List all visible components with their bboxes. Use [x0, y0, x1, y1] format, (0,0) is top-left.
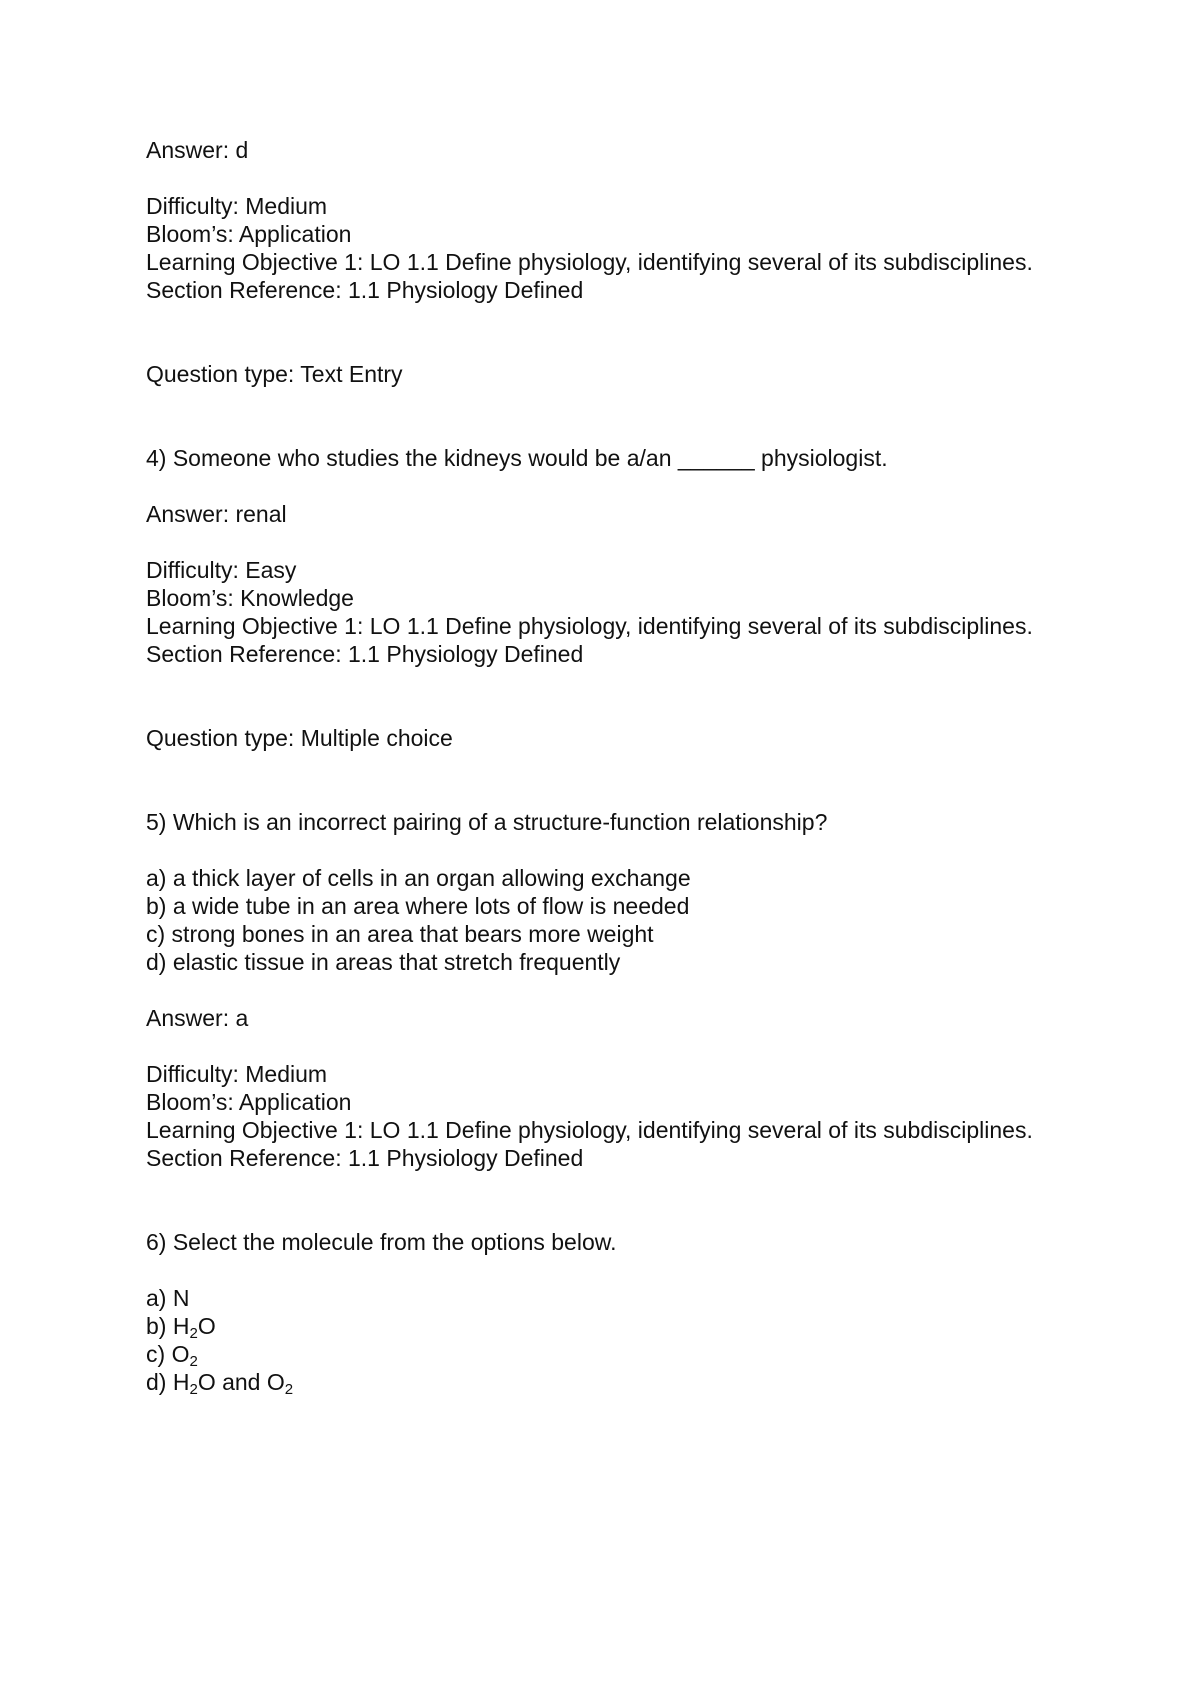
objective-4: Learning Objective 1: LO 1.1 Define physiology, identifying several of its subdisciplines.: [146, 613, 1033, 639]
answer-5: Answer: a: [146, 1005, 249, 1031]
question-type-4: Question type: Text Entry: [146, 361, 403, 387]
question-5: 5) Which is an incorrect pairing of a structure-function relationship?: [146, 809, 828, 835]
option-5d: d) elastic tissue in areas that stretch frequently: [146, 949, 621, 975]
section-4: Section Reference: 1.1 Physiology Defined: [146, 641, 584, 667]
option-6c: [146, 1340, 1086, 1368]
option-prefix: b): [146, 1313, 173, 1339]
question-6: 6) Select the molecule from the options below.: [146, 1229, 617, 1255]
section-1: Section Reference: 1.1 Physiology Defined: [146, 277, 584, 303]
answer-4: Answer: renal: [146, 501, 287, 527]
option-6d: [146, 1368, 1086, 1396]
formula-part: H: [172, 1313, 190, 1339]
option-5b: b) a wide tube in an area where lots of flow is needed: [146, 893, 690, 919]
formula-part: O: [197, 1313, 216, 1339]
option-5a: a) a thick layer of cells in an organ allowing exchange: [146, 865, 691, 891]
question-type-5: Question type: Multiple choice: [146, 725, 453, 751]
difficulty-4: Difficulty: Easy: [146, 557, 297, 583]
difficulty-1: Difficulty: Medium: [146, 193, 328, 219]
option-6a: [146, 1284, 1086, 1312]
blooms-1: Bloom’s: Application: [146, 221, 352, 247]
formula-part: O: [171, 1341, 190, 1367]
objective-1: Learning Objective 1: LO 1.1 Define physiology, identifying several of its subdisciplines.: [146, 249, 1033, 275]
option-prefix: a): [146, 1285, 173, 1311]
question-4: 4) Someone who studies the kidneys would be a/an ______ physiologist.: [146, 445, 888, 471]
objective-5: Learning Objective 1: LO 1.1 Define physiology, identifying several of its subdisciplines.: [146, 1117, 1033, 1143]
option-text: N: [172, 1285, 190, 1311]
difficulty-5: Difficulty: Medium: [146, 1061, 328, 1087]
section-5: Section Reference: 1.1 Physiology Defined: [146, 1145, 584, 1171]
formula-subscript: 2: [189, 1381, 198, 1398]
formula-subscript: 2: [284, 1381, 294, 1398]
option-5c: c) strong bones in an area that bears more weight: [146, 921, 654, 947]
formula-subscript: 2: [189, 1353, 198, 1370]
formula-part: O and O: [197, 1369, 285, 1395]
option-6b: [146, 1312, 1086, 1340]
option-prefix: c): [146, 1341, 172, 1367]
blooms-5: Bloom’s: Application: [146, 1089, 352, 1115]
blooms-4: Bloom’s: Knowledge: [146, 585, 354, 611]
answer-1: Answer: d: [146, 137, 249, 163]
option-prefix: d): [146, 1369, 173, 1395]
formula-part: H: [172, 1369, 190, 1395]
formula-subscript: 2: [189, 1325, 198, 1342]
document-page: [146, 136, 1086, 1396]
